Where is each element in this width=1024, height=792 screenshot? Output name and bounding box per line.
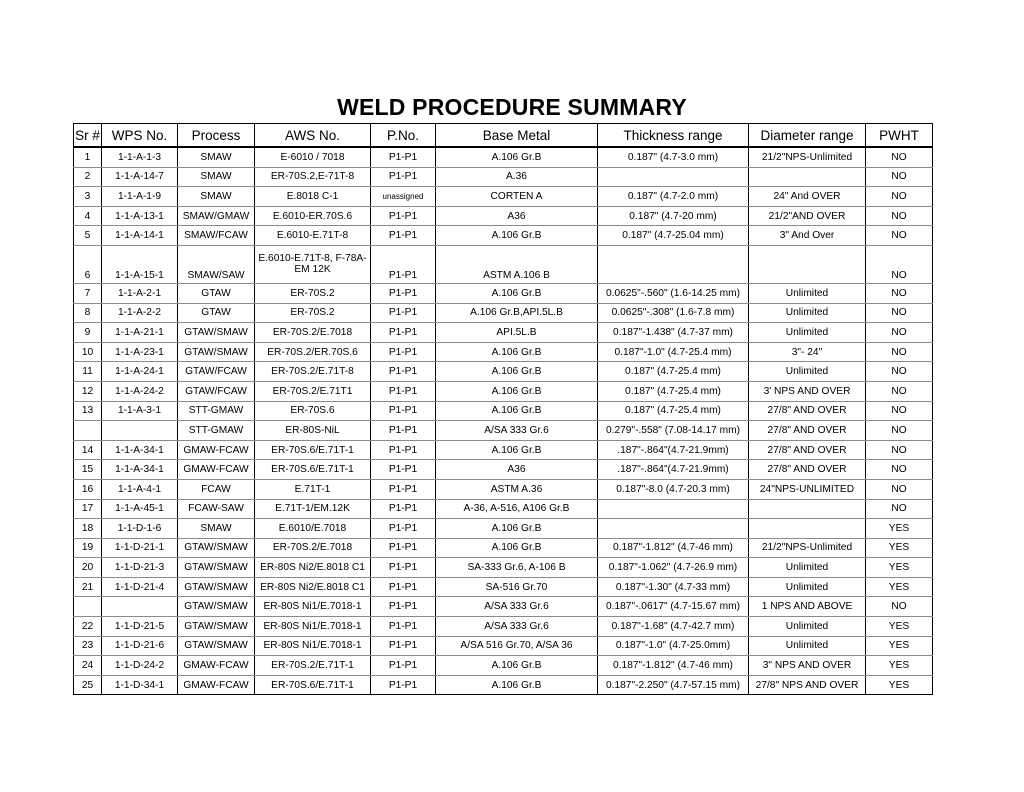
- process-cell: GTAW/FCAW: [178, 381, 255, 401]
- table-row: [74, 499, 933, 519]
- process-cell: GTAW/SMAW: [178, 636, 255, 656]
- wps-no-cell: 1-1-A-2-1: [102, 283, 178, 303]
- thickness-range-cell: 0.187"-1.438" (4.7-37 mm): [598, 323, 749, 343]
- table-row: [74, 167, 933, 187]
- p-no-cell: P1-P1: [371, 479, 436, 499]
- sr-no-cell: 20: [74, 558, 102, 578]
- p-no-cell: P1-P1: [371, 283, 436, 303]
- wps-no-cell: [102, 597, 178, 617]
- diameter-range-cell: 27/8" AND OVER: [749, 421, 866, 441]
- aws-no-cell: E.6010-ER.70S.6: [255, 206, 371, 226]
- base-metal-cell: A.106 Gr.B: [436, 401, 598, 421]
- process-header: Process: [178, 124, 255, 148]
- p-no-cell: P1-P1: [371, 381, 436, 401]
- table-row: [74, 636, 933, 656]
- p-no-cell: P1-P1: [371, 675, 436, 695]
- process-cell: SMAW: [178, 519, 255, 539]
- process-cell: SMAW/SAW: [178, 245, 255, 283]
- process-cell: STT-GMAW: [178, 421, 255, 441]
- sr-no-cell: 23: [74, 636, 102, 656]
- diameter-range-cell: [749, 245, 866, 283]
- wps-no-cell: 1-1-D-21-4: [102, 577, 178, 597]
- table-row: [74, 421, 933, 441]
- process-cell: GTAW/SMAW: [178, 558, 255, 578]
- pwht-cell: NO: [866, 167, 933, 187]
- diameter-range-cell: [749, 519, 866, 539]
- wps-no-cell: 1-1-A-23-1: [102, 342, 178, 362]
- wps-no-cell: 1-1-A-15-1: [102, 245, 178, 283]
- base-metal-cell: API.5L.B: [436, 323, 598, 343]
- aws-no-cell: E.6010/E.7018: [255, 519, 371, 539]
- aws-no-cell: ER-70S.2: [255, 283, 371, 303]
- thickness-range-cell: 0.187"-8.0 (4.7-20.3 mm): [598, 479, 749, 499]
- pwht-cell: NO: [866, 597, 933, 617]
- aws-no-cell: ER-80S Ni1/E.7018-1: [255, 597, 371, 617]
- process-cell: GTAW: [178, 303, 255, 323]
- p-no-header: P.No.: [371, 124, 436, 148]
- thickness-range-cell: 0.187"-.0617" (4.7-15.67 mm): [598, 597, 749, 617]
- p-no-cell: P1-P1: [371, 206, 436, 226]
- aws-no-cell: ER-70S.2/E.7018: [255, 538, 371, 558]
- table-row: [74, 460, 933, 480]
- pwht-cell: NO: [866, 206, 933, 226]
- process-cell: GTAW: [178, 283, 255, 303]
- p-no-cell: P1-P1: [371, 617, 436, 637]
- thickness-range-cell: .187"-.864"(4.7-21.9mm): [598, 460, 749, 480]
- aws-no-cell: ER-70S.6/E.71T-1: [255, 460, 371, 480]
- sr-no-cell: [74, 421, 102, 441]
- base-metal-header: Base Metal: [436, 124, 598, 148]
- aws-no-cell: E.6010-E.71T-8, F-78A-EM 12K: [255, 245, 371, 283]
- thickness-range-cell: 0.187"-2.250" (4.7-57.15 mm): [598, 675, 749, 695]
- p-no-cell: P1-P1: [371, 636, 436, 656]
- process-cell: GTAW/SMAW: [178, 577, 255, 597]
- diameter-range-cell: 27/8" AND OVER: [749, 460, 866, 480]
- base-metal-cell: A36: [436, 460, 598, 480]
- aws-no-cell: ER-70S.2: [255, 303, 371, 323]
- table-row: [74, 479, 933, 499]
- wps-no-cell: 1-1-A-2-2: [102, 303, 178, 323]
- aws-no-cell: ER-80S Ni2/E.8018 C1: [255, 558, 371, 578]
- diameter-range-cell: 24" And OVER: [749, 187, 866, 207]
- base-metal-cell: SA-333 Gr.6, A-106 B: [436, 558, 598, 578]
- base-metal-cell: A.106 Gr.B: [436, 675, 598, 695]
- base-metal-cell: A.106 Gr.B: [436, 147, 598, 167]
- base-metal-cell: A-36, A-516, A106 Gr.B: [436, 499, 598, 519]
- thickness-range-cell: 0.187" (4.7-25.4 mm): [598, 381, 749, 401]
- sr-no-cell: 22: [74, 617, 102, 637]
- wps-no-cell: 1-1-D-21-3: [102, 558, 178, 578]
- process-cell: GMAW-FCAW: [178, 656, 255, 676]
- thickness-range-cell: 0.187"-1.30" (4.7-33 mm): [598, 577, 749, 597]
- diameter-range-cell: 3" NPS AND OVER: [749, 656, 866, 676]
- sr-no-cell: 12: [74, 381, 102, 401]
- sr-no-cell: 7: [74, 283, 102, 303]
- thickness-range-cell: [598, 499, 749, 519]
- thickness-range-cell: 0.187" (4.7-2.0 mm): [598, 187, 749, 207]
- aws-no-cell: E.71T-1: [255, 479, 371, 499]
- process-cell: SMAW/FCAW: [178, 226, 255, 246]
- process-cell: GTAW/FCAW: [178, 362, 255, 382]
- pwht-cell: YES: [866, 519, 933, 539]
- process-cell: GMAW-FCAW: [178, 440, 255, 460]
- process-cell: GTAW/SMAW: [178, 617, 255, 637]
- thickness-range-cell: 0.187" (4.7-25.04 mm): [598, 226, 749, 246]
- thickness-range-cell: [598, 519, 749, 539]
- aws-no-cell: ER-70S.2/E.71T-1: [255, 656, 371, 676]
- pwht-cell: NO: [866, 303, 933, 323]
- thickness-range-cell: [598, 167, 749, 187]
- aws-no-cell: ER-70S.2/E.7018: [255, 323, 371, 343]
- wps-no-cell: 1-1-A-24-2: [102, 381, 178, 401]
- table-row: [74, 362, 933, 382]
- wps-no-cell: 1-1-A-1-9: [102, 187, 178, 207]
- aws-no-header: AWS No.: [255, 124, 371, 148]
- sr-no-cell: 18: [74, 519, 102, 539]
- wps-no-cell: 1-1-A-45-1: [102, 499, 178, 519]
- table-header-row: [74, 124, 933, 148]
- aws-no-cell: E.6010-E.71T-8: [255, 226, 371, 246]
- aws-no-cell: ER-70S.2/ER.70S.6: [255, 342, 371, 362]
- aws-no-cell: ER-80S-NiL: [255, 421, 371, 441]
- p-no-cell: P1-P1: [371, 577, 436, 597]
- page-title: WELD PROCEDURE SUMMARY: [337, 94, 687, 120]
- weld-procedure-table: [73, 123, 933, 695]
- pwht-cell: NO: [866, 245, 933, 283]
- process-cell: SMAW: [178, 147, 255, 167]
- thickness-range-cell: 0.0625"-.560" (1.6-14.25 mm): [598, 283, 749, 303]
- wps-no-cell: 1-1-D-1-6: [102, 519, 178, 539]
- diameter-range-cell: 3"- 24": [749, 342, 866, 362]
- wps-no-cell: 1-1-A-34-1: [102, 440, 178, 460]
- wps-no-cell: 1-1-A-3-1: [102, 401, 178, 421]
- base-metal-cell: A/SA 333 Gr.6: [436, 597, 598, 617]
- thickness-range-cell: 0.187"-1.0" (4.7-25.4 mm): [598, 342, 749, 362]
- sr-no-cell: 9: [74, 323, 102, 343]
- diameter-range-cell: Unlimited: [749, 558, 866, 578]
- wps-no-cell: 1-1-D-21-5: [102, 617, 178, 637]
- sr-no-cell: 21: [74, 577, 102, 597]
- pwht-cell: NO: [866, 499, 933, 519]
- thickness-range-cell: 0.187"-1.68" (4.7-42.7 mm): [598, 617, 749, 637]
- sr-no-cell: 2: [74, 167, 102, 187]
- diameter-range-cell: 21/2"AND OVER: [749, 206, 866, 226]
- base-metal-cell: A.106 Gr.B: [436, 519, 598, 539]
- process-cell: STT-GMAW: [178, 401, 255, 421]
- aws-no-cell: E.71T-1/EM.12K: [255, 499, 371, 519]
- thickness-range-header: Thickness range: [598, 124, 749, 148]
- wps-no-cell: 1-1-D-21-6: [102, 636, 178, 656]
- p-no-cell: P1-P1: [371, 245, 436, 283]
- base-metal-cell: A.36: [436, 167, 598, 187]
- thickness-range-cell: .187"-.864"(4.7-21.9mm): [598, 440, 749, 460]
- table-row: [74, 538, 933, 558]
- wps-no-header: WPS No.: [102, 124, 178, 148]
- p-no-cell: P1-P1: [371, 226, 436, 246]
- base-metal-cell: A/SA 516 Gr.70, A/SA 36: [436, 636, 598, 656]
- wps-no-cell: 1-1-A-14-1: [102, 226, 178, 246]
- sr-no-cell: 14: [74, 440, 102, 460]
- base-metal-cell: ASTM A.106 B: [436, 245, 598, 283]
- table-row: [74, 226, 933, 246]
- base-metal-cell: A/SA 333 Gr.6: [436, 617, 598, 637]
- pwht-cell: YES: [866, 538, 933, 558]
- diameter-range-cell: 27/8" NPS AND OVER: [749, 675, 866, 695]
- wps-no-cell: 1-1-D-34-1: [102, 675, 178, 695]
- pwht-cell: NO: [866, 479, 933, 499]
- process-cell: GTAW/SMAW: [178, 323, 255, 343]
- table-row: [74, 558, 933, 578]
- base-metal-cell: A.106 Gr.B: [436, 538, 598, 558]
- aws-no-cell: ER-70S.2/E.71T-8: [255, 362, 371, 382]
- p-no-cell: P1-P1: [371, 440, 436, 460]
- diameter-range-cell: [749, 499, 866, 519]
- base-metal-cell: A.106 Gr.B: [436, 362, 598, 382]
- pwht-cell: NO: [866, 460, 933, 480]
- p-no-cell: P1-P1: [371, 460, 436, 480]
- table-row: [74, 323, 933, 343]
- base-metal-cell: A.106 Gr.B: [436, 656, 598, 676]
- aws-no-cell: ER-80S Ni1/E.7018-1: [255, 617, 371, 637]
- thickness-range-cell: 0.279"-.558" (7.08-14.17 mm): [598, 421, 749, 441]
- p-no-cell: P1-P1: [371, 421, 436, 441]
- pwht-cell: NO: [866, 283, 933, 303]
- pwht-header: PWHT: [866, 124, 933, 148]
- process-cell: GMAW-FCAW: [178, 675, 255, 695]
- table-row: [74, 440, 933, 460]
- p-no-cell: P1-P1: [371, 323, 436, 343]
- p-no-cell: P1-P1: [371, 147, 436, 167]
- sr-no-cell: 4: [74, 206, 102, 226]
- table-row: [74, 401, 933, 421]
- diameter-range-header: Diameter range: [749, 124, 866, 148]
- sr-no-cell: 10: [74, 342, 102, 362]
- table-row: [74, 245, 933, 283]
- table-row: [74, 597, 933, 617]
- wps-no-cell: 1-1-D-21-1: [102, 538, 178, 558]
- process-cell: SMAW: [178, 167, 255, 187]
- base-metal-cell: A/SA 333 Gr.6: [436, 421, 598, 441]
- pwht-cell: YES: [866, 577, 933, 597]
- diameter-range-cell: Unlimited: [749, 323, 866, 343]
- p-no-cell: P1-P1: [371, 362, 436, 382]
- base-metal-cell: A36: [436, 206, 598, 226]
- sr-no-cell: 11: [74, 362, 102, 382]
- sr-no-header: Sr #: [74, 124, 102, 148]
- diameter-range-cell: [749, 167, 866, 187]
- pwht-cell: NO: [866, 342, 933, 362]
- table-row: [74, 206, 933, 226]
- base-metal-cell: A.106 Gr.B: [436, 283, 598, 303]
- pwht-cell: YES: [866, 636, 933, 656]
- wps-no-cell: 1-1-A-1-3: [102, 147, 178, 167]
- wps-no-cell: [102, 421, 178, 441]
- thickness-range-cell: 0.0625"-.308" (1.6-7.8 mm): [598, 303, 749, 323]
- process-cell: GTAW/SMAW: [178, 342, 255, 362]
- p-no-cell: P1-P1: [371, 303, 436, 323]
- base-metal-cell: SA-516 Gr.70: [436, 577, 598, 597]
- diameter-range-cell: 3" And Over: [749, 226, 866, 246]
- pwht-cell: NO: [866, 323, 933, 343]
- p-no-cell: P1-P1: [371, 499, 436, 519]
- thickness-range-cell: 0.187"-1.062" (4.7-26.9 mm): [598, 558, 749, 578]
- wps-no-cell: 1-1-A-34-1: [102, 460, 178, 480]
- sr-no-cell: 25: [74, 675, 102, 695]
- base-metal-cell: A.106 Gr.B: [436, 440, 598, 460]
- base-metal-cell: ASTM A.36: [436, 479, 598, 499]
- pwht-cell: NO: [866, 440, 933, 460]
- table-row: [74, 519, 933, 539]
- aws-no-cell: ER-70S.6/E.71T-1: [255, 675, 371, 695]
- table-row: [74, 303, 933, 323]
- sr-no-cell: 15: [74, 460, 102, 480]
- pwht-cell: YES: [866, 558, 933, 578]
- table-row: [74, 675, 933, 695]
- sr-no-cell: [74, 597, 102, 617]
- p-no-cell: P1-P1: [371, 597, 436, 617]
- wps-no-cell: 1-1-A-4-1: [102, 479, 178, 499]
- table-row: [74, 283, 933, 303]
- sr-no-cell: 19: [74, 538, 102, 558]
- table-row: [74, 617, 933, 637]
- pwht-cell: YES: [866, 675, 933, 695]
- sr-no-cell: 8: [74, 303, 102, 323]
- diameter-range-cell: 1 NPS AND ABOVE: [749, 597, 866, 617]
- pwht-cell: YES: [866, 656, 933, 676]
- pwht-cell: YES: [866, 617, 933, 637]
- thickness-range-cell: 0.187"-1.812" (4.7-46 mm): [598, 538, 749, 558]
- thickness-range-cell: 0.187" (4.7-3.0 mm): [598, 147, 749, 167]
- wps-no-cell: 1-1-A-14-7: [102, 167, 178, 187]
- diameter-range-cell: 27/8" AND OVER: [749, 401, 866, 421]
- table-row: [74, 381, 933, 401]
- p-no-cell: P1-P1: [371, 538, 436, 558]
- base-metal-cell: A.106 Gr.B: [436, 226, 598, 246]
- sr-no-cell: 13: [74, 401, 102, 421]
- process-cell: GMAW-FCAW: [178, 460, 255, 480]
- p-no-cell: P1-P1: [371, 558, 436, 578]
- pwht-cell: NO: [866, 421, 933, 441]
- process-cell: GTAW/SMAW: [178, 597, 255, 617]
- p-no-cell: P1-P1: [371, 519, 436, 539]
- process-cell: FCAW-SAW: [178, 499, 255, 519]
- pwht-cell: NO: [866, 226, 933, 246]
- aws-no-cell: ER-70S.2,E-71T-8: [255, 167, 371, 187]
- p-no-cell: P1-P1: [371, 401, 436, 421]
- sr-no-cell: 5: [74, 226, 102, 246]
- wps-no-cell: 1-1-D-24-2: [102, 656, 178, 676]
- base-metal-cell: A.106 Gr.B: [436, 381, 598, 401]
- diameter-range-cell: 3' NPS AND OVER: [749, 381, 866, 401]
- process-cell: GTAW/SMAW: [178, 538, 255, 558]
- aws-no-cell: ER-70S.6/E.71T-1: [255, 440, 371, 460]
- aws-no-cell: ER-70S.6: [255, 401, 371, 421]
- pwht-cell: NO: [866, 147, 933, 167]
- diameter-range-cell: Unlimited: [749, 617, 866, 637]
- table-row: [74, 577, 933, 597]
- table-row: [74, 656, 933, 676]
- wps-no-cell: 1-1-A-21-1: [102, 323, 178, 343]
- wps-no-cell: 1-1-A-13-1: [102, 206, 178, 226]
- thickness-range-cell: 0.187" (4.7-20 mm): [598, 206, 749, 226]
- diameter-range-cell: Unlimited: [749, 362, 866, 382]
- process-cell: SMAW: [178, 187, 255, 207]
- base-metal-cell: A.106 Gr.B,API.5L.B: [436, 303, 598, 323]
- process-cell: SMAW/GMAW: [178, 206, 255, 226]
- sr-no-cell: 1: [74, 147, 102, 167]
- thickness-range-cell: [598, 245, 749, 283]
- base-metal-cell: A.106 Gr.B: [436, 342, 598, 362]
- aws-no-cell: ER-80S Ni1/E.7018-1: [255, 636, 371, 656]
- sr-no-cell: 3: [74, 187, 102, 207]
- p-no-cell: P1-P1: [371, 342, 436, 362]
- wps-no-cell: 1-1-A-24-1: [102, 362, 178, 382]
- table-row: [74, 187, 933, 207]
- thickness-range-cell: 0.187" (4.7-25.4 mm): [598, 362, 749, 382]
- aws-no-cell: ER-80S Ni2/E.8018 C1: [255, 577, 371, 597]
- p-no-cell: unassigned: [371, 187, 436, 207]
- table-row: [74, 342, 933, 362]
- process-cell: FCAW: [178, 479, 255, 499]
- table-body: [74, 147, 933, 695]
- diameter-range-cell: Unlimited: [749, 283, 866, 303]
- p-no-cell: P1-P1: [371, 167, 436, 187]
- sr-no-cell: 24: [74, 656, 102, 676]
- aws-no-cell: ER-70S.2/E.71T1: [255, 381, 371, 401]
- diameter-range-cell: Unlimited: [749, 303, 866, 323]
- sr-no-cell: 16: [74, 479, 102, 499]
- aws-no-cell: E.8018 C-1: [255, 187, 371, 207]
- diameter-range-cell: 24"NPS-UNLIMITED: [749, 479, 866, 499]
- sr-no-cell: 17: [74, 499, 102, 519]
- sr-no-cell: 6: [74, 245, 102, 283]
- diameter-range-cell: 27/8" AND OVER: [749, 440, 866, 460]
- thickness-range-cell: 0.187" (4.7-25.4 mm): [598, 401, 749, 421]
- diameter-range-cell: 21/2"NPS-Unlimited: [749, 147, 866, 167]
- pwht-cell: NO: [866, 401, 933, 421]
- thickness-range-cell: 0.187"-1.812" (4.7-46 mm): [598, 656, 749, 676]
- p-no-cell: P1-P1: [371, 656, 436, 676]
- pwht-cell: NO: [866, 187, 933, 207]
- aws-no-cell: E-6010 / 7018: [255, 147, 371, 167]
- diameter-range-cell: Unlimited: [749, 577, 866, 597]
- diameter-range-cell: Unlimited: [749, 636, 866, 656]
- table-row: [74, 147, 933, 167]
- base-metal-cell: CORTEN A: [436, 187, 598, 207]
- diameter-range-cell: 21/2"NPS-Unlimited: [749, 538, 866, 558]
- pwht-cell: NO: [866, 381, 933, 401]
- pwht-cell: NO: [866, 362, 933, 382]
- thickness-range-cell: 0.187"-1.0" (4.7-25.0mm): [598, 636, 749, 656]
